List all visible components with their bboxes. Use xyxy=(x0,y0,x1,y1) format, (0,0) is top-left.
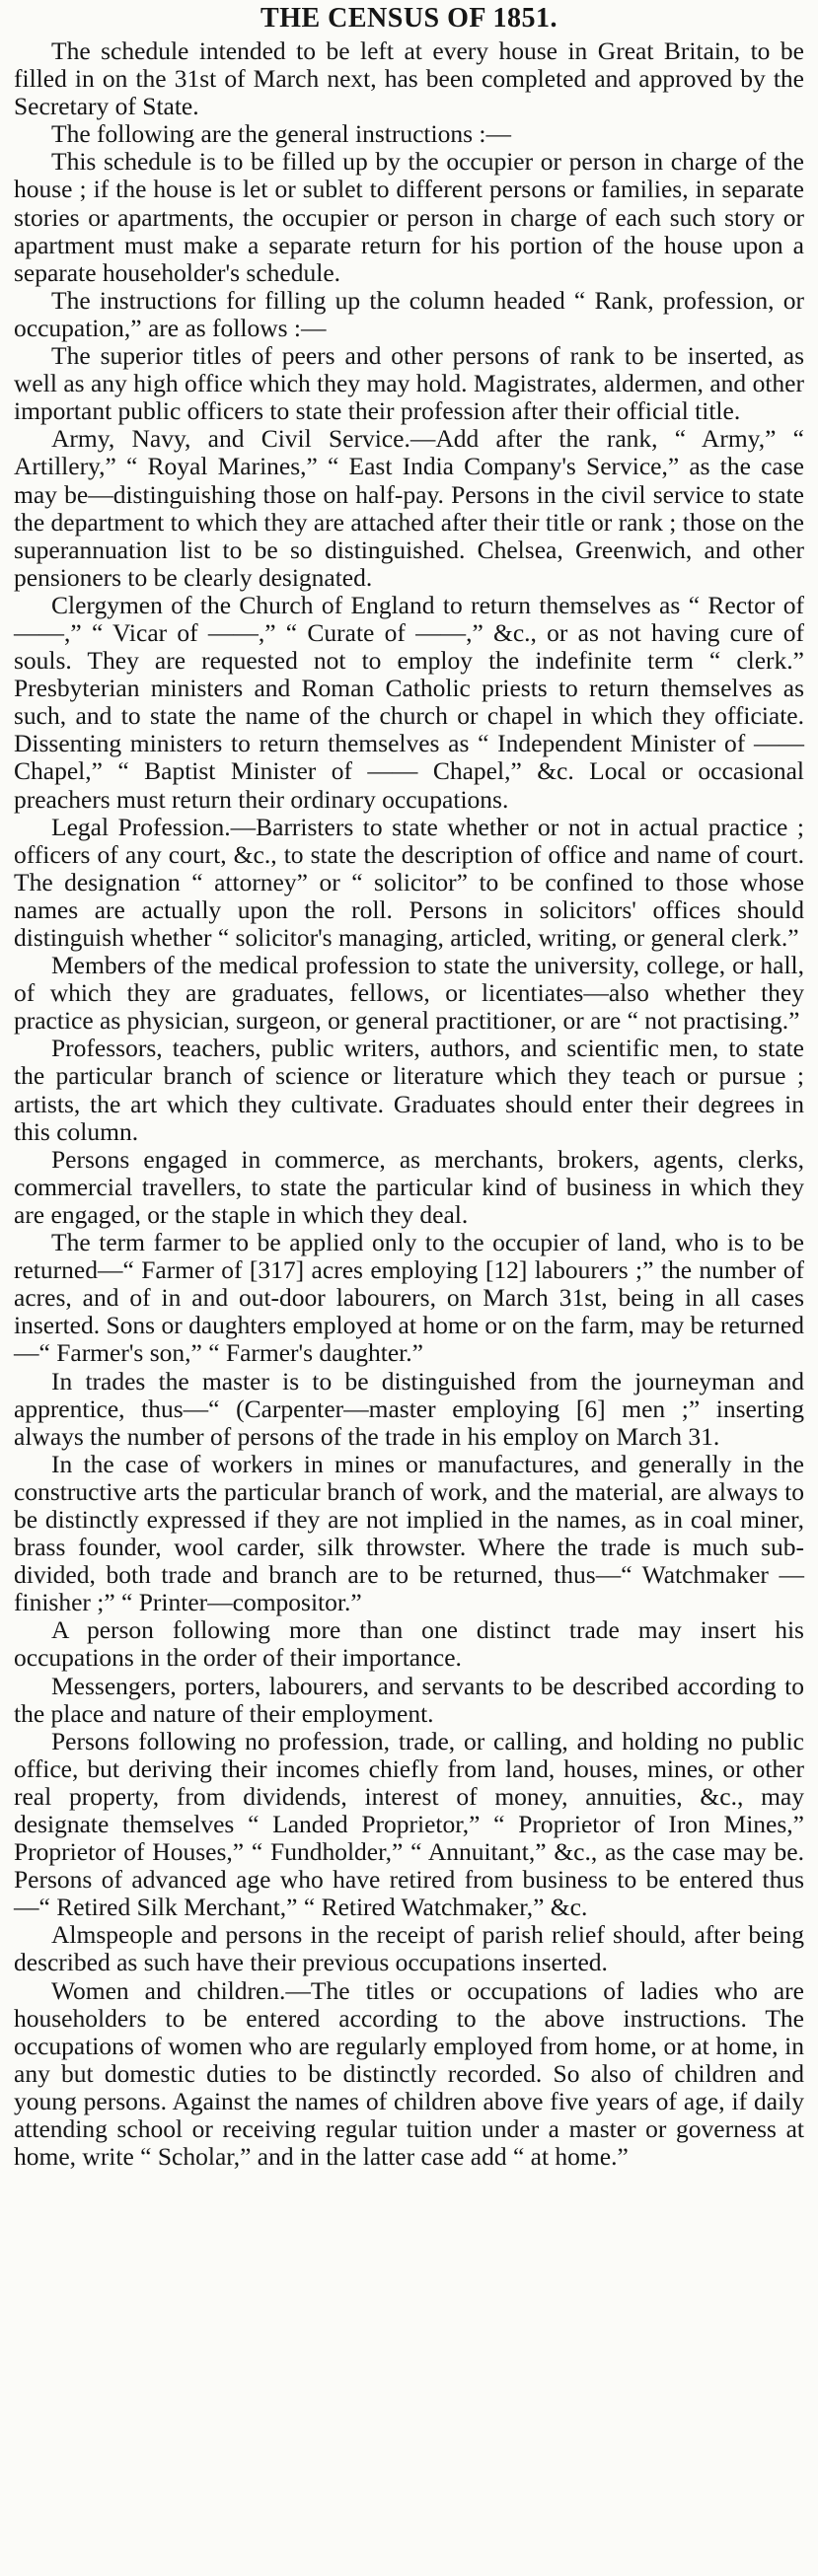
article-paragraph: Women and children.—The titles or occupations of ladies who are householders to be entered according to the above instructions. The occupations of women who are regularly employed from home, or at home, in any but domestic duties to be distinctly recorded. So also of children and young persons. Against the names of children above five years of age, if daily attending school or receiving regular tuition under a master or governess at home, write “ Scholar,” and in the latter case add “ at home.” xyxy=(14,1975,804,2172)
article-paragraph: The superior titles of peers and other persons of rank to be inserted, as well as any high office which they may hold. Magistrates, aldermen, and other important public officers to state their profession after their official title. xyxy=(14,341,804,426)
article-paragraph: In trades the master is to be distinguished from the journeyman and apprentice, thus—“ (Carpenter—master employing [6] men ;” inserting always the number of persons of the trade in his employ on March 31. xyxy=(14,1366,804,1451)
article-paragraph: Professors, teachers, public writers, authors, and scientific men, to state the particular branch of science or literature which they teach or pursue ; artists, the art which they cultivate. Graduates should enter their degrees in this column. xyxy=(14,1034,804,1146)
article-paragraph: Members of the medical profession to state the university, college, or hall, of which they are graduates, fellows, or licentiates—also whether they practice as physician, surgeon, or general practitioner, or are “ not practising.” xyxy=(14,951,804,1036)
article-paragraph: The following are the general instructions :— xyxy=(51,119,511,149)
article-paragraph: Persons engaged in commerce, as merchants, brokers, agents, clerks, commercial travellers, to state the particular kind of business in which they are engaged, or the staple in which they deal. xyxy=(14,1144,804,1229)
article-paragraph: Legal Profession.—Barristers to state whether or not in actual practice ; officers of any court, &c., to state the description of office and name of court. The designation “ attorney” or “ solicitor” to be confined to those whose names are actually upon the roll. Persons in solicitors' offices should distinguish whether “ solicitor's managing, articled, writing, or general clerk.” xyxy=(14,812,804,952)
article-headline: THE CENSUS OF 1851. xyxy=(260,3,558,34)
article-paragraph: The term farmer to be applied only to the occupier of land, who is to be returned—“ Farmer of [317] acres employing [12] labourers ;” the number of acres, and of in and out-door labourers, on March 31st, being in all cases inserted. Sons or daughters employed at home or on the farm, may be returned—“ Farmer's son,” “ Farmer's daughter.” xyxy=(14,1228,804,1368)
article-paragraph: The schedule intended to be left at every house in Great Britain, to be filled in on the 31st of March next, has been completed and approved by the Secretary of State. xyxy=(14,36,804,121)
article-paragraph: This schedule is to be filled up by the occupier or person in charge of the house ; if the house is let or sublet to different persons or families, in separate stories or apartments, the occupier or person in charge of each such story or apartment must make a separate return for his portion of the house upon a separate householder's schedule. xyxy=(14,147,804,287)
article-paragraph: In the case of workers in mines or manufactures, and generally in the constructive arts the particular branch of work, and the material, are always to be distinctly expressed if they are not implied in the names, as in coal miner, brass founder, wool carder, silk throwster. Where the trade is much sub-divided, both trade and branch are to be returned, thus—“ Watchmaker —finisher ;” “ Printer—compositor.” xyxy=(14,1449,804,1617)
article-paragraph: Army, Navy, and Civil Service.—Add after the rank, “ Army,” “ Artillery,” “ Royal Marines,” “ East India Company's Service,” as the case may be—distinguishing those on half-pay. Persons in the civil service to state the department to which they are attached after their title or rank ; those on the superannuation list to be so distinguished. Chelsea, Greenwich, and other pensioners to be clearly designated. xyxy=(14,424,804,592)
article-paragraph: The instructions for filling up the column headed “ Rank, profession, or occupation,” are as follows :— xyxy=(14,285,804,342)
article-paragraph: Clergymen of the Church of England to return themselves as “ Rector of ——,” “ Vicar of ——,” “ Curate of ——,” &c., or as not having cure of souls. They are requested not to employ the indefinite term “ clerk.” Presbyterian ministers and Roman Catholic priests to return themselves as such, and to state the name of the church or chapel in which they officiate. Dissenting ministers to return themselves as “ Independent Minister of —— Chapel,” “ Baptist Minister of —— Chapel,” &c. Local or occasional preachers must return their ordinary occupations. xyxy=(14,590,804,814)
article-paragraph: Messengers, porters, labourers, and servants to be described according to the place and nature of their employment. xyxy=(14,1671,804,1728)
article-body xyxy=(14,37,804,2171)
article-paragraph: Persons following no profession, trade, or calling, and holding no public office, but deriving their incomes chiefly from land, houses, mines, or other real property, from dividends, interest of money, annuities, &c., may designate themselves “ Landed Proprietor,” “ Proprietor of Iron Mines,” Proprietor of Houses,” “ Fundholder,” “ Annuitant,” &c., as the case may be. Persons of advanced age who have retired from business to be entered thus—“ Retired Silk Merchant,” “ Retired Watchmaker,” &c. xyxy=(14,1726,804,1922)
article-paragraph: A person following more than one distinct trade may insert his occupations in the order of their importance. xyxy=(14,1615,804,1673)
article-paragraph: Almspeople and persons in the receipt of parish relief should, after being described as such have their previous occupations inserted. xyxy=(14,1920,804,1977)
